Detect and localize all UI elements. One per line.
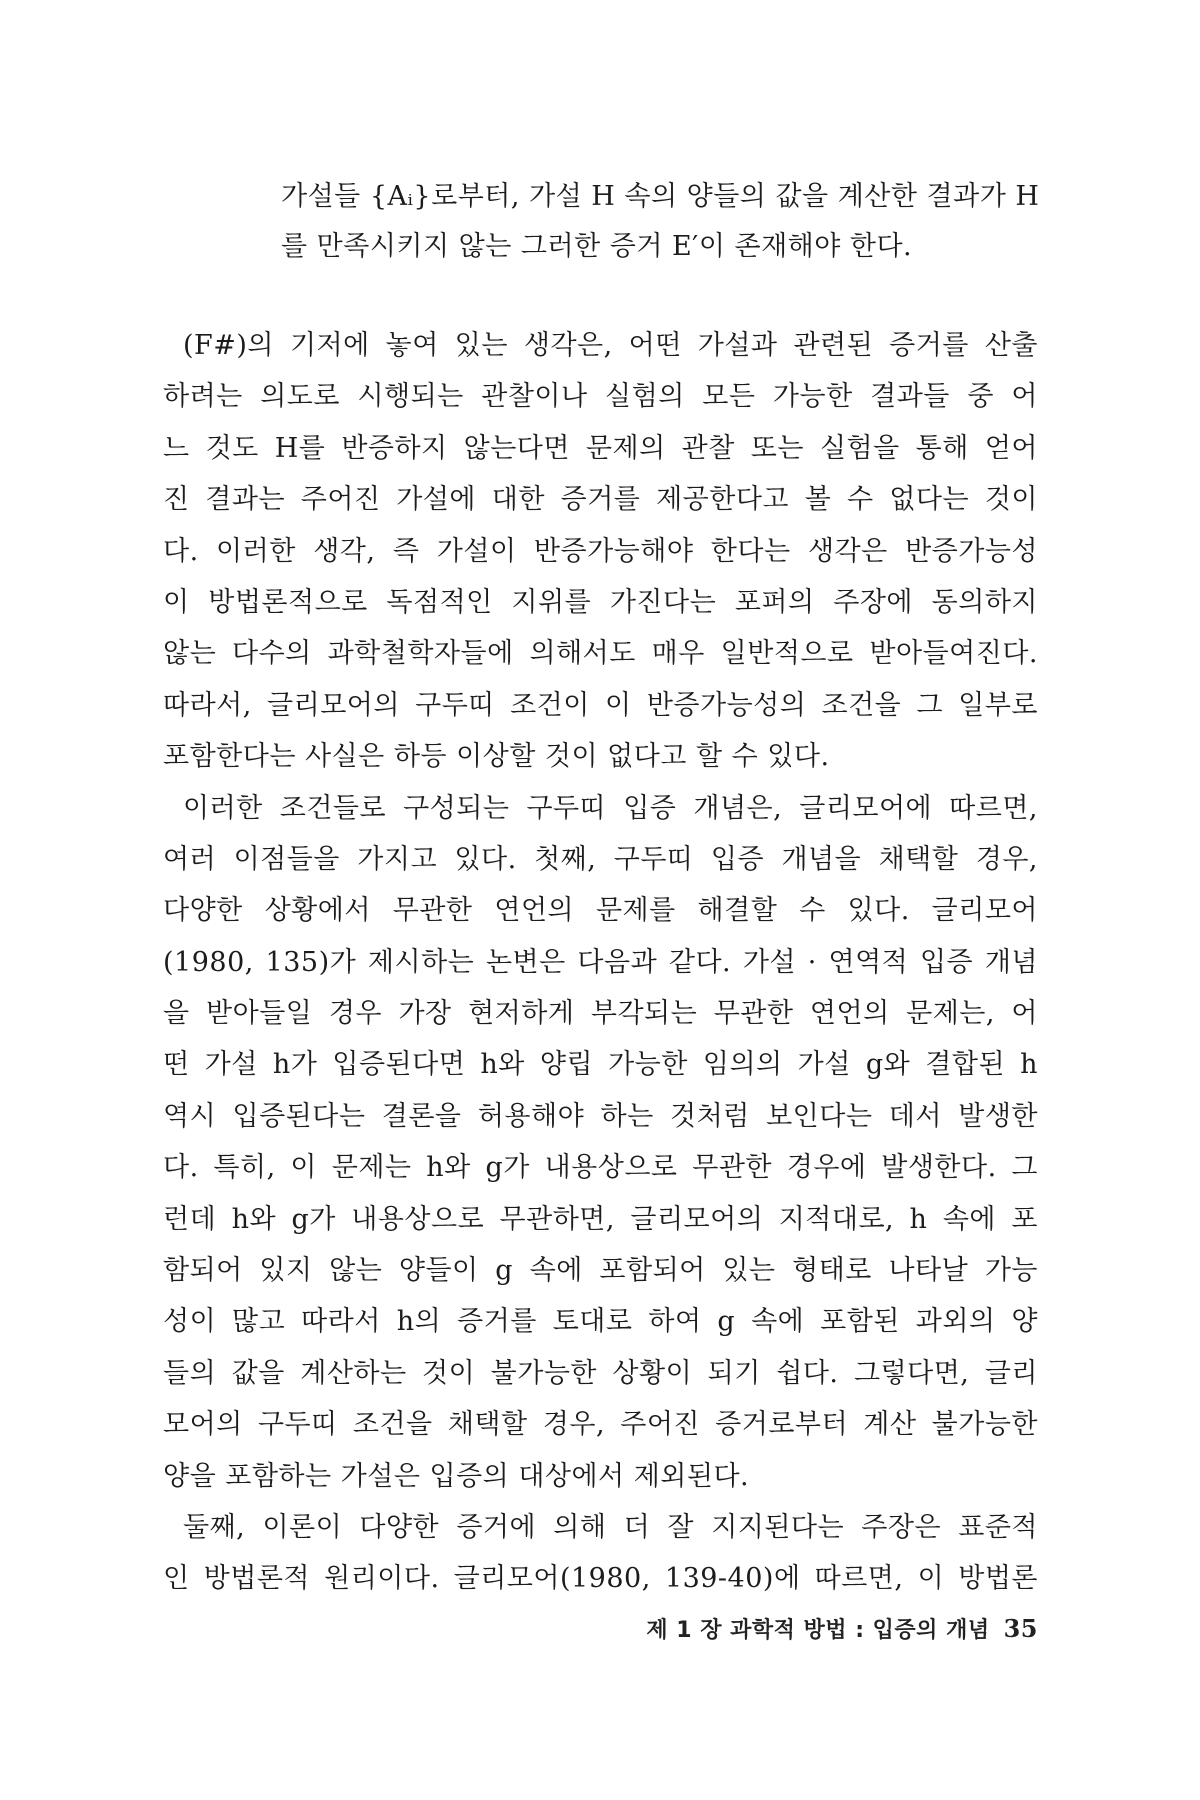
- quote-line: 가설들 {Aᵢ}로부터, 가설 H 속의 양들의 값을 계산한 결과가 H: [281, 181, 1040, 212]
- body-line: 다. 이러한 생각, 즉 가설이 반증가능해야 한다는 생각은 반증가능성: [163, 535, 1038, 567]
- body-line: 런데 h와 g가 내용상으로 무관하면, 글리모어의 지적대로, h 속에 포: [163, 1203, 1038, 1235]
- indented-condition-quote: [281, 172, 1038, 272]
- body-line: 포함한다는 사실은 하등 이상할 것이 없다고 할 수 있다.: [163, 741, 830, 773]
- body-line: 하려는 의도로 시행되는 관찰이나 실험의 모든 가능한 결과들 중 어: [163, 381, 1038, 413]
- body-line: 따라서, 글리모어의 구두띠 조건이 이 반증가능성의 조건을 그 일부로: [163, 689, 1038, 721]
- body-line: (F#)의 기저에 놓여 있는 생각은, 어떤 가설과 관련된 증거를 산출: [183, 330, 1038, 361]
- body-line: 이 방법론적으로 독점적인 지위를 가진다는 포퍼의 주장에 동의하지: [163, 586, 1038, 618]
- body-text: [163, 320, 1038, 1605]
- body-line: 역시 입증된다는 결론을 허용해야 하는 것처럼 보인다는 데서 발생한: [163, 1100, 1038, 1132]
- body-line: 여러 이점들을 가지고 있다. 첫째, 구두띠 입증 개념을 채택할 경우,: [163, 843, 1038, 875]
- body-line: (1980, 135)가 제시하는 논변은 다음과 같다. 가설 · 연역적 입증 개념: [163, 946, 1038, 978]
- page-number: 35: [1003, 1614, 1038, 1643]
- running-head: 제 1 장 과학적 방법 : 입증의 개념: [646, 1618, 990, 1643]
- body-line: 양을 포함하는 가설은 입증의 대상에서 제외된다.: [163, 1460, 750, 1492]
- body-line: 들의 값을 계산하는 것이 불가능한 상황이 되기 쉽다. 그렇다면, 글리: [163, 1357, 1038, 1389]
- body-line: 인 방법론적 원리이다. 글리모어(1980, 139-40)에 따르면, 이 방법론: [163, 1563, 1038, 1595]
- body-line: 다. 특히, 이 문제는 h와 g가 내용상으로 무관한 경우에 발생한다. 그: [163, 1152, 1038, 1184]
- body-line: 다양한 상황에서 무관한 연언의 문제를 해결할 수 있다. 글리모어: [163, 895, 1038, 927]
- body-line: 을 받아들일 경우 가장 현저하게 부각되는 무관한 연언의 문제는, 어: [163, 998, 1038, 1030]
- body-line: 않는 다수의 과학철학자들에 의해서도 매우 일반적으로 받아들여진다.: [163, 638, 1038, 670]
- page-footer: [590, 1613, 1038, 1644]
- quote-line: 를 만족시키지 않는 그러한 증거 E′이 존재해야 한다.: [281, 231, 913, 262]
- body-line: 모어의 구두띠 조건을 채택할 경우, 주어진 증거로부터 계산 불가능한: [163, 1409, 1038, 1441]
- body-line: 이러한 조건들로 구성되는 구두띠 입증 개념은, 글리모어에 따르면,: [183, 792, 1038, 824]
- body-line: 함되어 있지 않는 양들이 g 속에 포함되어 있는 형태로 나타날 가능: [163, 1255, 1038, 1287]
- body-line: 떤 가설 h가 입증된다면 h와 양립 가능한 임의의 가설 g와 결합된 h: [163, 1049, 1038, 1081]
- body-line: 둘째, 이론이 다양한 증거에 의해 더 잘 지지된다는 주장은 표준적: [183, 1511, 1038, 1543]
- body-line: 진 결과는 주어진 가설에 대한 증거를 제공한다고 볼 수 없다는 것이: [163, 484, 1038, 516]
- body-line: 성이 많고 따라서 h의 증거를 토대로 하여 g 속에 포함된 과외의 양: [163, 1306, 1038, 1338]
- body-line: 느 것도 H를 반증하지 않는다면 문제의 관찰 또는 실험을 통해 얻어: [163, 432, 1038, 464]
